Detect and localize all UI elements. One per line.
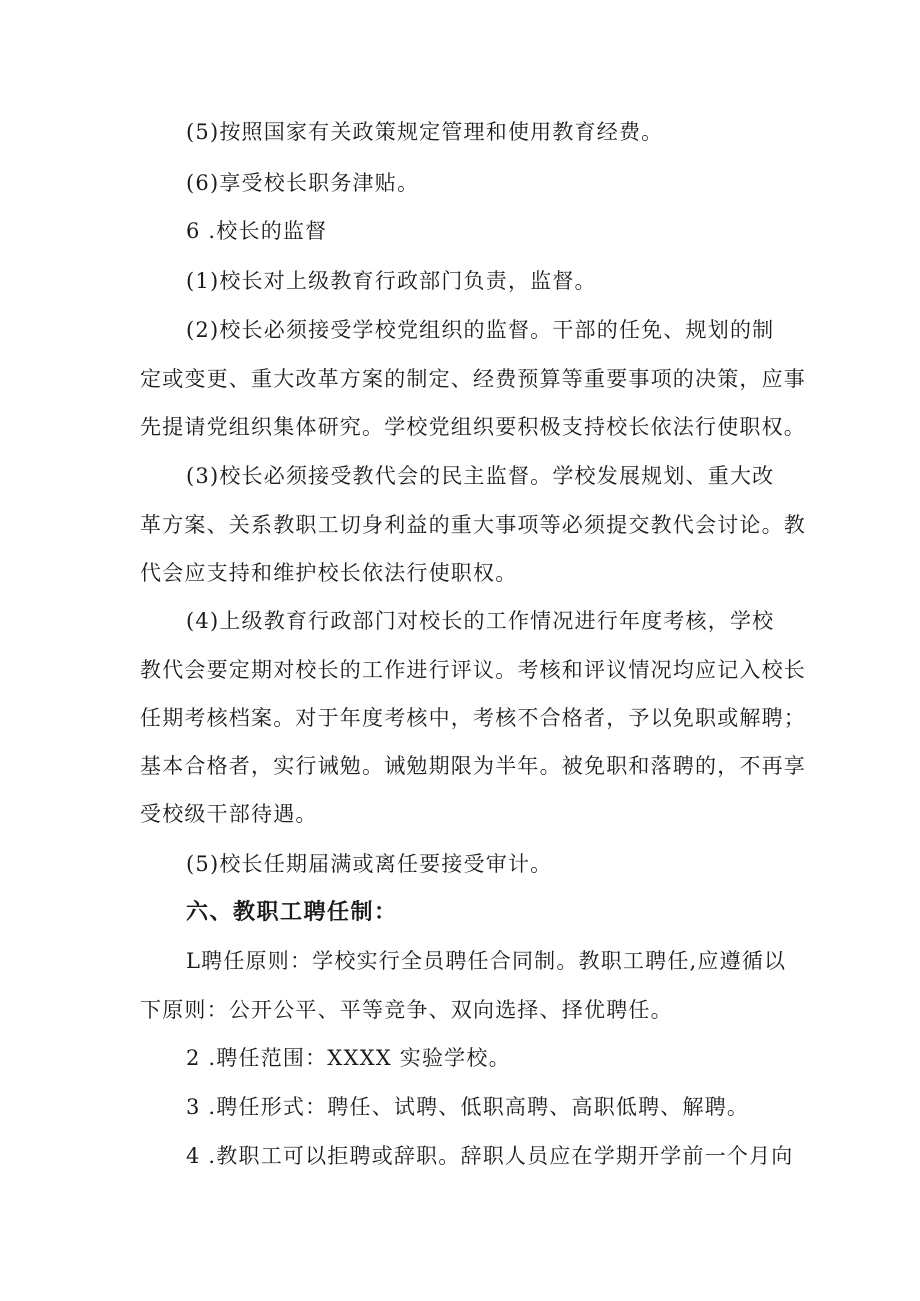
paragraph-line: 代会应支持和维护校长依法行使职权。: [140, 561, 518, 585]
paragraph-line: 2 .聘任范围：XXXX 实验学校。: [186, 1046, 511, 1070]
paragraph-line: (3)校长必须接受教代会的民主监督。学校发展规划、重大改: [186, 464, 775, 488]
paragraph-line: L聘任原则：学校实行全员聘任合同制。教职工聘任,应遵循以: [186, 949, 787, 973]
paragraph-line: 革方案、关系教职工切身利益的重大事项等必须提交教代会讨论。教: [140, 513, 806, 537]
paragraph-line: 先提请党组织集体研究。学校党组织要积极支持校长依法行使职权。: [140, 415, 806, 439]
paragraph-line: (1)校长对上级教育行政部门负责，监督。: [186, 269, 597, 293]
paragraph-line: (5)按照国家有关政策规定管理和使用教育经费。: [186, 120, 664, 144]
paragraph-line: 基本合格者，实行诫勉。诫勉期限为半年。被免职和落聘的，不再享: [140, 754, 806, 778]
paragraph-line: 任期考核档案。对于年度考核中，考核不合格者，予以免职或解聘；: [140, 706, 806, 730]
section-title: 6 .校长的监督: [186, 219, 328, 243]
paragraph-line: (4)上级教育行政部门对校长的工作情况进行年度考核，学校: [186, 609, 775, 633]
paragraph-line: 4 .教职工可以拒聘或辞职。辞职人员应在学期开学前一个月向: [186, 1144, 794, 1168]
section-heading: 六、教职工聘任制：: [186, 900, 398, 925]
paragraph-line: 受校级干部待遇。: [140, 802, 318, 826]
paragraph-line: 下原则：公开公平、平等竞争、双向选择、择优聘任。: [140, 998, 673, 1022]
paragraph-line: (6)享受校长职务津贴。: [186, 171, 420, 195]
paragraph-line: (5)校长任期届满或离任要接受审计。: [186, 852, 553, 876]
paragraph-line: 定或变更、重大改革方案的制定、经费预算等重要事项的决策，应事: [140, 367, 806, 391]
paragraph-line: 3 .聘任形式：聘任、试聘、低职高聘、高职低聘、解聘。: [186, 1095, 750, 1119]
paragraph-line: (2)校长必须接受学校党组织的监督。干部的任免、规划的制: [186, 318, 775, 342]
paragraph-line: 教代会要定期对校长的工作进行评议。考核和评议情况均应记入校长: [140, 658, 806, 682]
